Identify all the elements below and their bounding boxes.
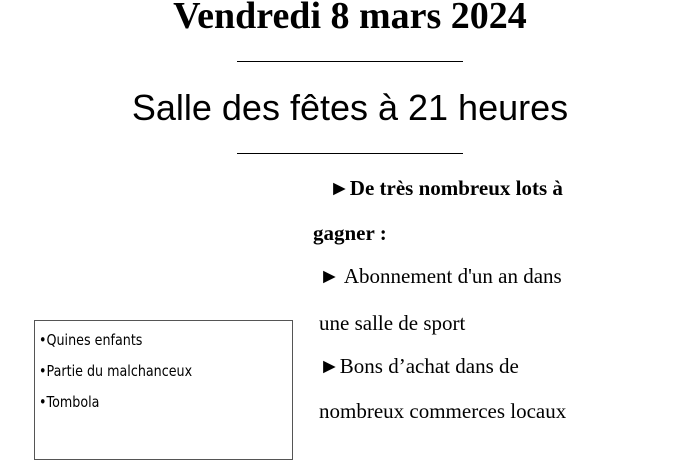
prize-item-subscription: une salle de sport: [319, 311, 466, 335]
activity-item: •Partie du malchanceux: [39, 362, 193, 380]
activity-item: •Quines enfants: [39, 331, 143, 349]
venue-time-line: Salle des fêtes à 21 heures: [131, 87, 569, 128]
prize-item-subscription: ► Abonnement d'un an dans: [319, 264, 562, 288]
event-date-title: Vendredi 8 mars 2024: [173, 0, 527, 37]
prizes-heading: gagner :: [313, 221, 387, 245]
prize-item-vouchers: nombreux commerces locaux: [319, 399, 567, 423]
prizes-heading: ►De très nombreux lots à: [329, 176, 563, 200]
prize-item-vouchers: ►Bons d’achat dans de: [319, 354, 519, 378]
divider-line: [237, 153, 463, 154]
divider-line: [237, 61, 463, 62]
activity-item: •Tombola: [39, 393, 100, 411]
activities-box: [34, 320, 293, 460]
